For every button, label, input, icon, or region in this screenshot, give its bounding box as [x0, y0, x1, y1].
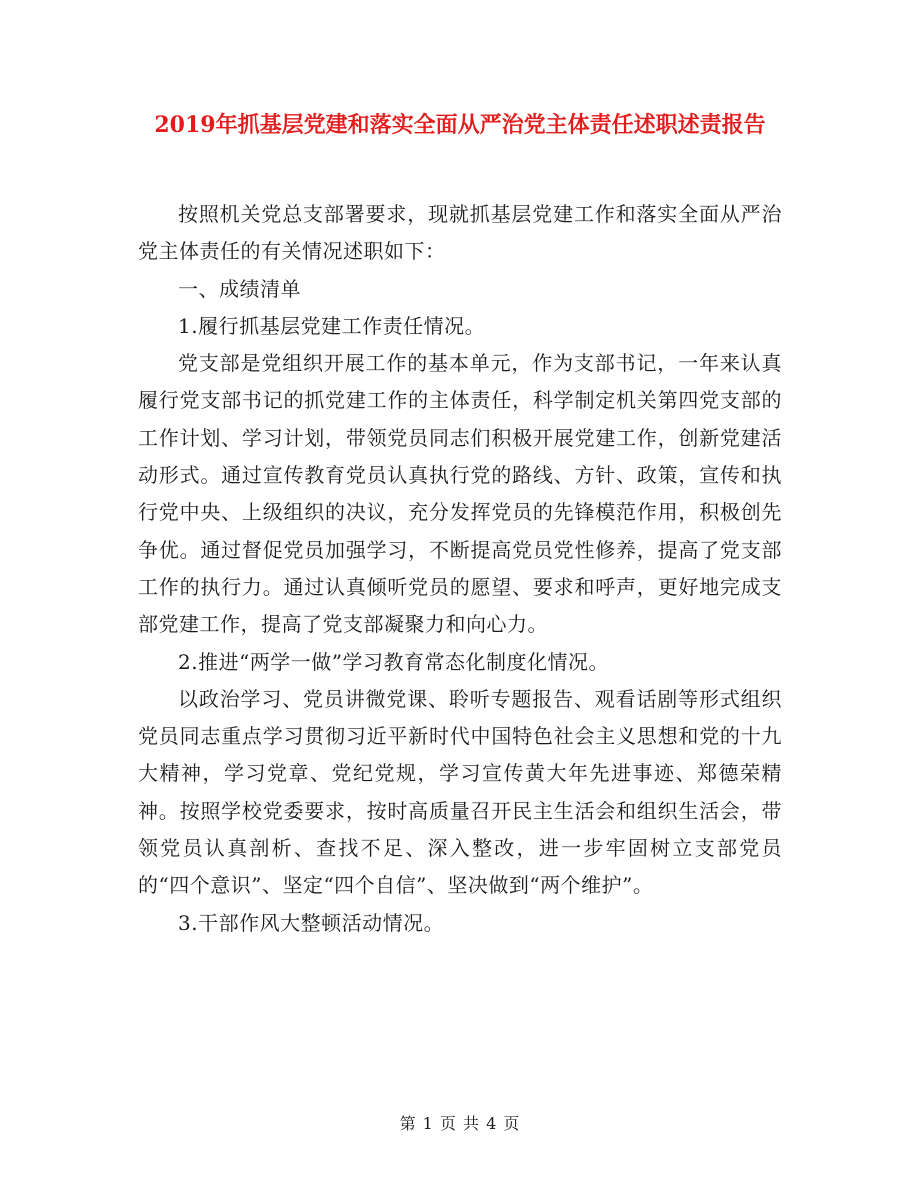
page-footer: 第 1 页 共 4 页 [399, 1114, 521, 1133]
paragraph-2: 以政治学习、党员讲微党课、聆听专题报告、观看话剧等形式组织党员同志重点学习贯彻习近平新时代中国特色社会主义思想和党的十九大精神，学习党章、党纪党规，学习宣传黄大年先进事迹、郑德荣精神。按照学校党委要求，按时高质量召开民主生活会和组织生活会，带领党员认真剖析、查找不足、深入整改，进一步牢固树立支部党员的“四个意识”、坚定“四个自信”、坚决做到“两个维护”。 [138, 686, 782, 898]
paragraph-1: 党支部是党组织开展工作的基本单元，作为支部书记，一年来认真履行党支部书记的抓党建工作的主体责任，科学制定机关第四党支部的工作计划、学习计划，带领党员同志们积极开展党建工作，创新党建活动形式。通过宣传教育党员认真执行党的路线、方针、政策，宣传和执行党中央、上级组织的决议，充分发挥党员的先锋模范作用，积极创先争优。通过督促党员加强学习，不断提高党员党性修养，提高了党支部工作的执行力。通过认真倾听党员的愿望、要求和呼声，更好地完成支部党建工作，提高了党支部凝聚力和向心力。 [138, 351, 782, 637]
subheading-2: 2.推进“两学一做”学习教育常态化制度化情况。 [178, 649, 610, 674]
document-body [138, 196, 782, 942]
paragraph-intro: 按照机关党总支部署要求，现就抓基层党建工作和落实全面从严治党主体责任的有关情况述职如下： [138, 202, 782, 264]
document-title: 2019年抓基层党建和落实全面从严治党主体责任述职述责报告 [154, 112, 766, 138]
subheading-3: 3.干部作风大整顿活动情况。 [178, 910, 445, 935]
section-heading-achievements: 一、成绩清单 [178, 276, 301, 301]
subheading-1: 1.履行抓基层党建工作责任情况。 [178, 313, 486, 338]
